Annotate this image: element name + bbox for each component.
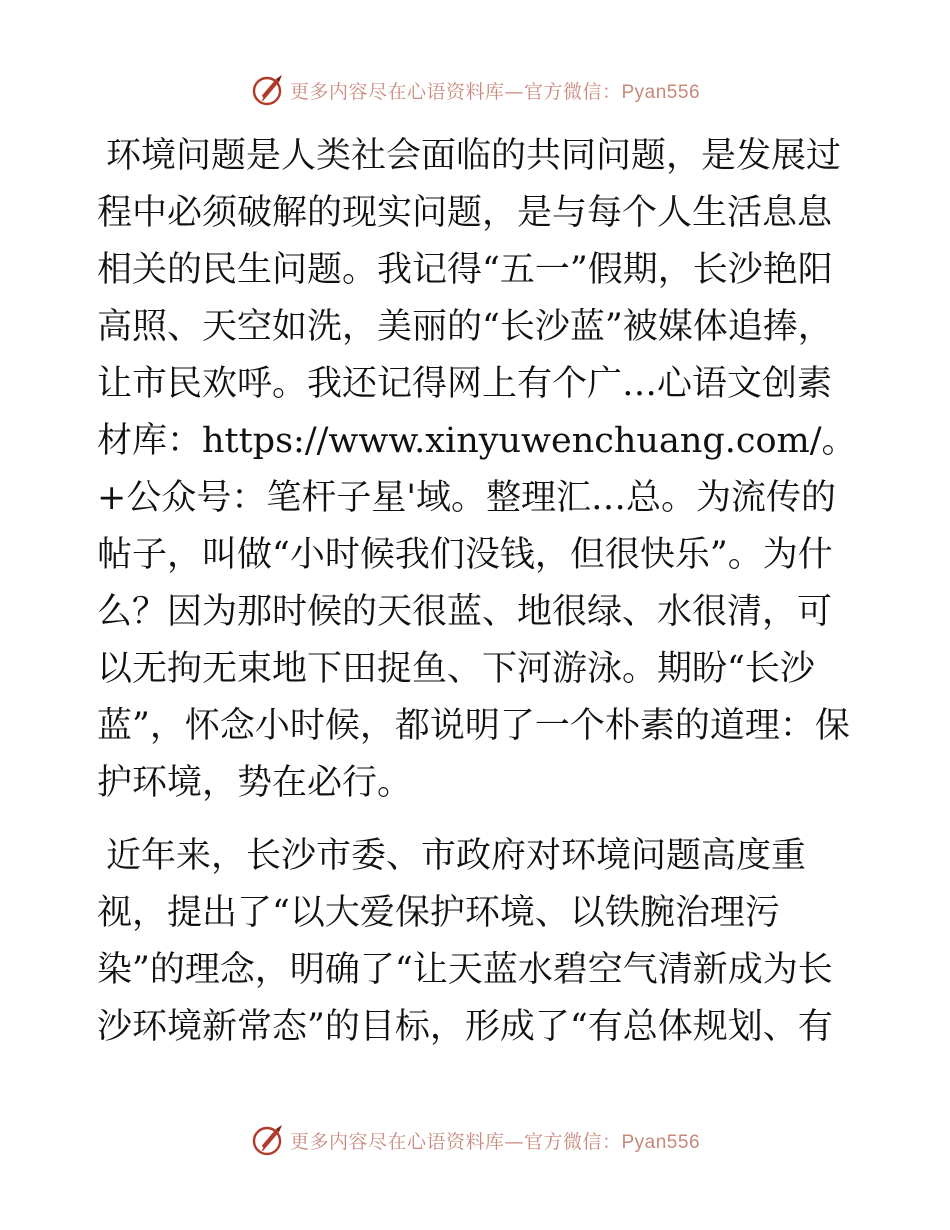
paragraph-2: 近年来，长沙市委、市政府对环境问题高度重视，提出了“以大爱保护环境、以铁腕治理污染”的理念，明确了“让天蓝水碧空气清新成为长沙环境新常态”的目标，形成了“有总体规划、有 <box>97 836 833 1047</box>
header-banner-text: 更多内容尽在心语资料库—官方微信：Pyan556 <box>289 80 701 103</box>
header-banner <box>0 70 950 110</box>
footer-wechat-id: Pyan556 <box>621 1131 701 1153</box>
footer-banner <box>0 1120 950 1160</box>
quill-pen-circle-icon <box>250 1122 286 1158</box>
quill-pen-circle-icon <box>250 72 286 108</box>
footer-banner-text: 更多内容尽在心语资料库—官方微信：Pyan556 <box>289 1130 701 1153</box>
header-wechat-id: Pyan556 <box>621 81 701 103</box>
paragraph-1: 环境问题是人类社会面临的共同问题，是发展过程中必须破解的现实问题，是与每个人生活息息相关的民生问题。我记得“五一”假期，长沙艳阳高照、天空如洗，美丽的“长沙蓝”被媒体追捧，让市民欢呼。我还记得网上有个广…心语文创素材库：https://www.xinyuwenchuang.com/。+公众号：笔杆子星'域。整理汇…总。为流传的帖子，叫做“小时候我们没钱，但很快乐”。为什么？因为那时候的天很蓝、地很绿、水很清，可以无拘无束地下田捉鱼、下河游泳。期盼“长沙蓝”，怀念小时候，都说明了一个朴素的道理：保护环境，势在必行。 <box>97 136 857 803</box>
document-body <box>97 128 857 1108</box>
